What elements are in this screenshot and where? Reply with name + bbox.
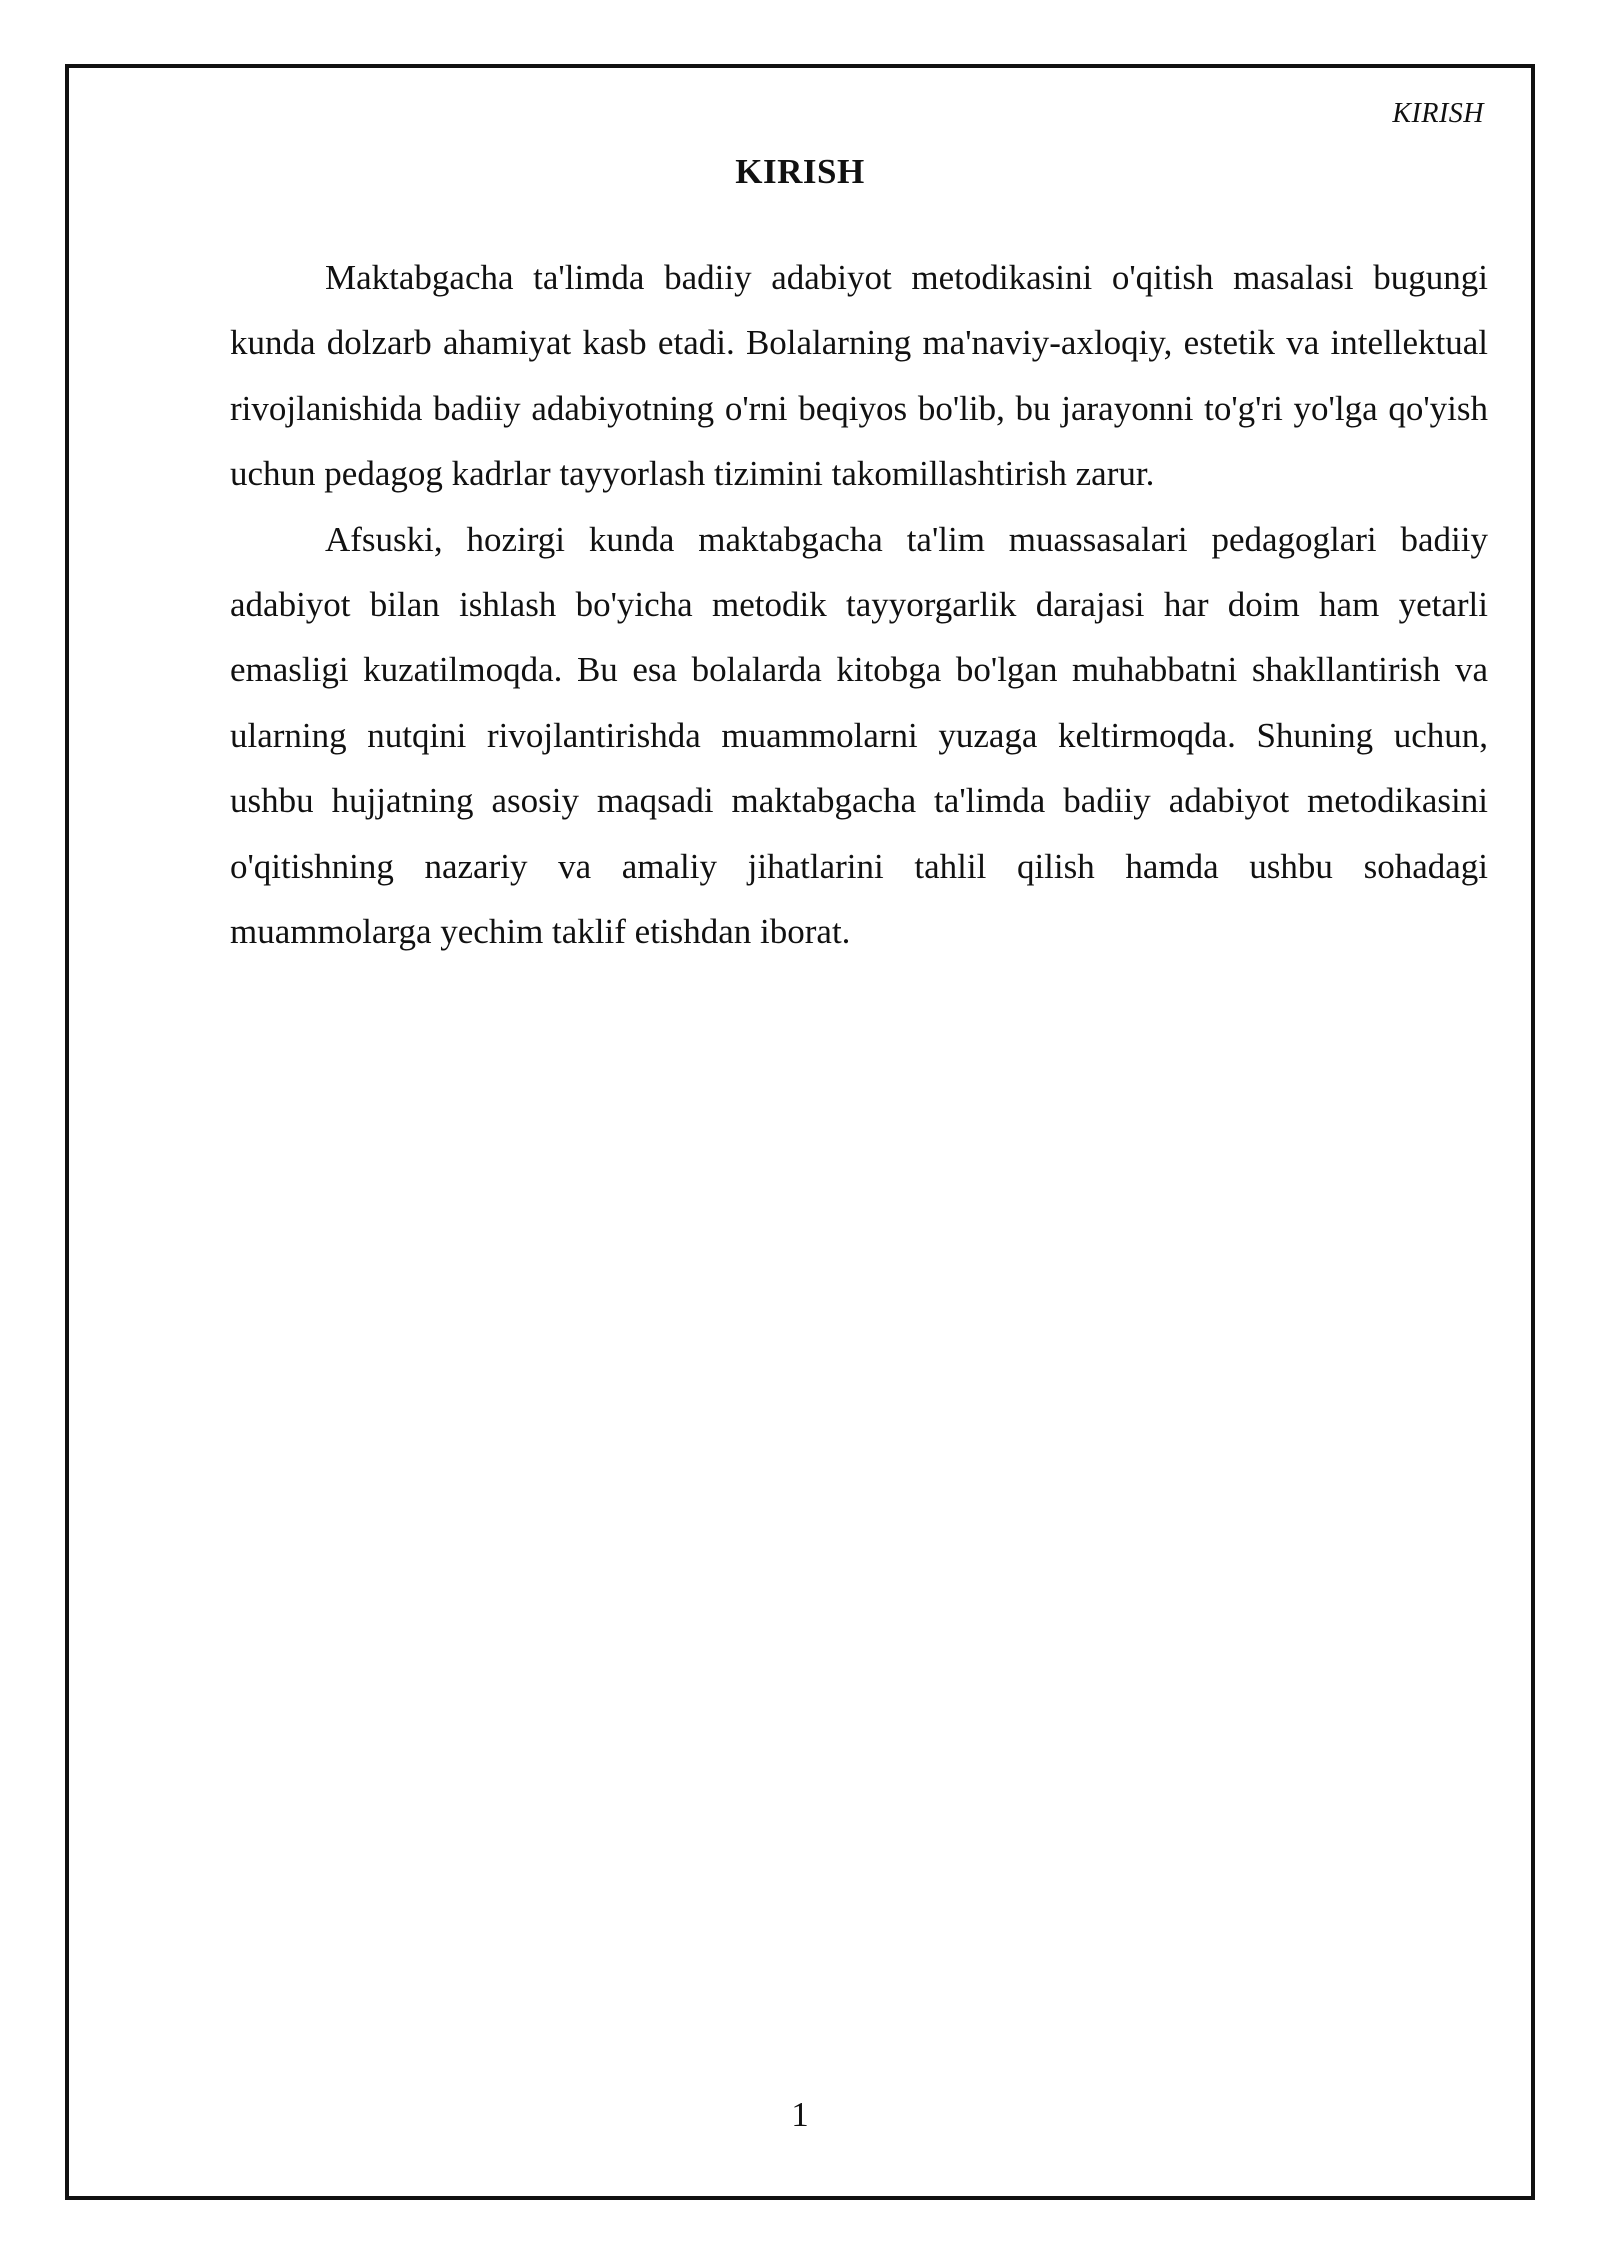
page-number: 1 bbox=[791, 2095, 809, 2134]
paragraph-problem: Afsuski, hozirgi kunda maktabgacha ta'lim muassasalari pedagoglari badiiy adabiyot bilan ishlash bo'yicha metodik tayyorgarlik darajasi har doim ham yetarli emasligi kuzatilmoqda. Bu esa bolalarda kitobga bo'lgan muhabbatni shakllantirish va ularning nutqini rivojlantirishda muammolarni yuzaga keltirmoqda. Shuning uchun, ushbu hujjatning asosiy maqsadi maktabgacha ta'limda badiiy adabiyot metodikasini o'qitishning nazariy va amaliy jihatlarini tahlil qilish hamda ushbu sohadagi muammolarga yechim taklif etishdan iborat. bbox=[230, 519, 1488, 952]
section-title: KIRISH bbox=[735, 152, 865, 191]
running-header: KIRISH bbox=[1392, 98, 1484, 129]
body-text bbox=[230, 245, 1488, 964]
paragraph-intro: Maktabgacha ta'limda badiiy adabiyot metodikasini o'qitish masalasi bugungi kunda dolzarb ahamiyat kasb etadi. Bolalarning ma'naviy-axloqiy, estetik va intellektual rivojlanishida badiiy adabiyotning o'rni beqiyos bo'lib, bu jarayonni to'g'ri yo'lga qo'yish uchun pedagog kadrlar tayyorlash tizimini takomillashtirish zarur. bbox=[230, 258, 1488, 494]
